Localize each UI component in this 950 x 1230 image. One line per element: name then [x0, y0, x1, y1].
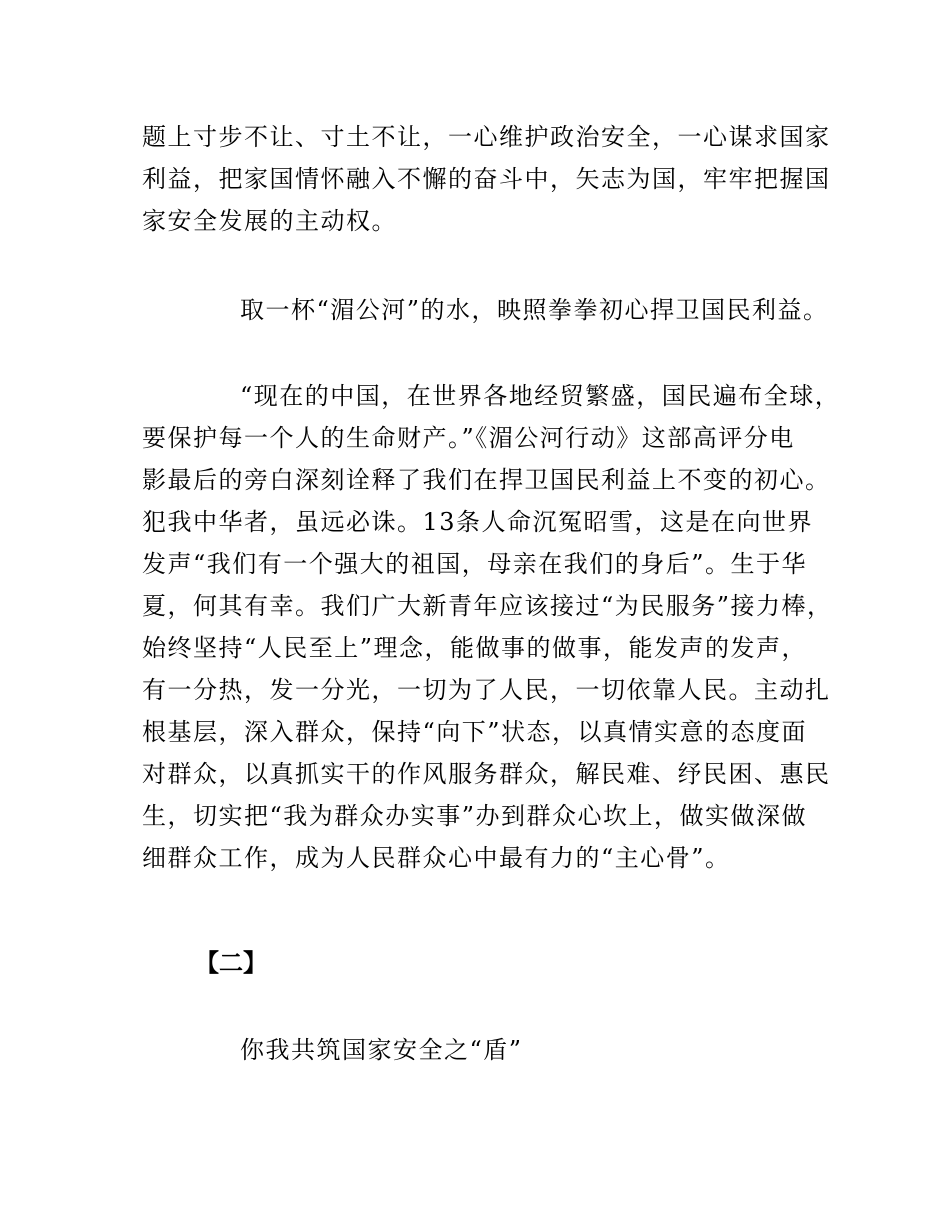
paragraph-line: 发声“我们有一个强大的祖国，母亲在我们的身后”。生于华 — [142, 550, 808, 578]
paragraph-line: “现在的中国，在世界各地经贸繁盛，国民遍布全球， — [240, 382, 841, 410]
paragraph-line: 有一分热，发一分光，一切为了人民，一切依靠人民。主动扎 — [142, 676, 831, 704]
paragraph-line: 始终坚持“人民至上”理念，能做事的做事，能发声的发声， — [142, 634, 808, 662]
paragraph-line: 细群众工作，成为人民群众心中最有力的“主心骨”。 — [142, 844, 731, 872]
subtitle: 取一杯“湄公河”的水，映照拳拳初心捍卫国民利益。 — [240, 296, 829, 324]
paragraph-line: 要保护每一个人的生命财产。”《湄公河行动》这部高评分电 — [142, 424, 795, 452]
paragraph-line: 根基层，深入群众，保持“向下”状态，以真情实意的态度面 — [142, 718, 808, 746]
paragraph-line: 夏，何其有幸。我们广大新青年应该接过“为民服务”接力棒， — [142, 592, 833, 620]
paragraph-line: 家安全发展的主动权。 — [142, 207, 397, 235]
paragraph-line: 犯我中华者，虽远必诛。13条人命沉冤昭雪，这是在向世界 — [142, 508, 814, 536]
paragraph-line: 生，切实把“我为群众办实事”办到群众心坎上，做实做深做 — [142, 802, 808, 830]
paragraph-line: 题上寸步不让、寸土不让，一心维护政治安全，一心谋求国家 — [142, 123, 831, 151]
paragraph-line: 对群众，以真抓实干的作风服务群众，解民难、纾民困、惠民 — [142, 760, 831, 788]
paragraph-line: 影最后的旁白深刻诠释了我们在捍卫国民利益上不变的初心。 — [142, 466, 831, 494]
subtitle: 你我共筑国家安全之“盾” — [240, 1036, 523, 1064]
section-heading: 【二】 — [195, 948, 267, 977]
paragraph-line: 利益，把家国情怀融入不懈的奋斗中，矢志为国，牢牢把握国 — [142, 165, 831, 193]
